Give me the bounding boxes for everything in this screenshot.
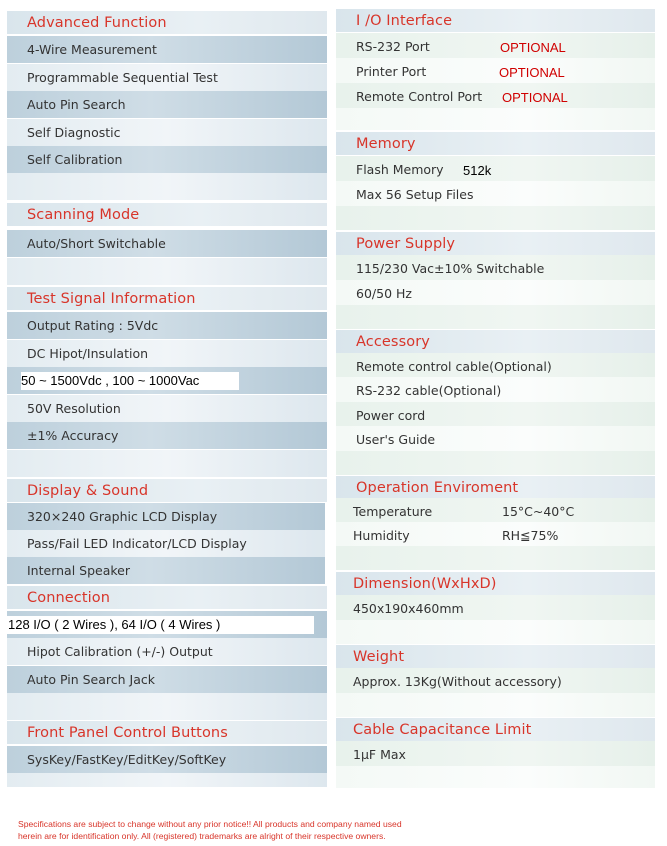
optional-value: OPTIONAL (500, 40, 566, 55)
blank-row (336, 305, 655, 329)
io-label: Printer Port (356, 64, 427, 79)
disclaimer-line-2: herein are for identification only. All (registered) trademarks are alright of their respective owners. (18, 831, 386, 841)
env-label: Temperature (353, 504, 433, 519)
list-item: User's Guide (336, 426, 655, 453)
list-item (336, 498, 655, 525)
disclaimer-footer (18, 818, 538, 842)
section-header-memory: Memory (336, 131, 655, 155)
list-item: 60/50 Hz (336, 280, 655, 307)
section-header-test-signal: Test Signal Information (7, 286, 327, 310)
section-header-front-panel: Front Panel Control Buttons (7, 720, 327, 744)
section-header-io-interface: I /O Interface (336, 8, 655, 32)
optional-value: OPTIONAL (499, 65, 565, 80)
list-item: Hipot Calibration (+/-) Output (7, 638, 327, 665)
list-item: Power cord (336, 402, 655, 429)
optional-value: OPTIONAL (502, 90, 568, 105)
io-label: RS-232 Port (356, 39, 430, 54)
list-item (7, 611, 327, 638)
section-header-cable-capacitance: Cable Capacitance Limit (336, 717, 655, 741)
list-item: ±1% Accuracy (7, 422, 327, 449)
blank-row (336, 108, 655, 130)
env-value: 15°C~40°C (502, 504, 575, 519)
list-item: Output Rating : 5Vdc (7, 312, 327, 339)
list-item: Pass/Fail LED Indicator/LCD Display (7, 530, 325, 557)
list-item (336, 522, 655, 549)
list-item: Max 56 Setup Files (336, 181, 655, 208)
list-item: 320×240 Graphic LCD Display (7, 503, 325, 530)
blank-row (336, 693, 655, 717)
blank-row (7, 173, 327, 200)
section-header-accessory: Accessory (336, 329, 655, 353)
list-item: Auto Pin Search (7, 91, 327, 118)
list-item: SysKey/FastKey/EditKey/SoftKey (7, 746, 327, 773)
list-item: Programmable Sequential Test (7, 64, 327, 91)
list-item (336, 33, 655, 60)
env-label: Humidity (353, 528, 410, 543)
section-header-dimension: Dimension(WxHxD) (336, 571, 655, 595)
list-item: Internal Speaker (7, 557, 325, 584)
list-item: Self Diagnostic (7, 119, 327, 146)
list-item: 4-Wire Measurement (7, 36, 327, 63)
section-header-operation-environment: Operation Enviroment (336, 475, 655, 499)
list-item: 115/230 Vac±10% Switchable (336, 255, 655, 282)
section-header-advanced-function: Advanced Function (7, 10, 327, 34)
blank-row (336, 206, 655, 230)
list-item: Auto Pin Search Jack (7, 666, 327, 693)
disclaimer-line-1: Specifications are subject to change without any prior notice!! All products and company named used (18, 819, 402, 829)
blank-row (7, 693, 327, 720)
section-header-power-supply: Power Supply (336, 231, 655, 255)
list-item: 1μF Max (336, 741, 655, 768)
list-item: Auto/Short Switchable (7, 230, 327, 257)
blank-row (336, 620, 655, 644)
list-item (7, 367, 327, 394)
blank-row (336, 451, 655, 475)
env-value: RH≦75% (502, 528, 559, 543)
list-item: 50V Resolution (7, 395, 327, 422)
list-item: Approx. 13Kg(Without accessory) (336, 668, 655, 695)
io-label: Remote Control Port (356, 89, 483, 104)
io-count-text: 128 I/O ( 2 Wires ), 64 I/O ( 4 Wires ) (7, 616, 314, 634)
list-item: Self Calibration (7, 146, 327, 173)
memory-label: Flash Memory (356, 162, 444, 177)
memory-value: 512k (463, 163, 492, 178)
voltage-range-text: 50 ~ 1500Vdc , 100 ~ 1000Vac (21, 372, 239, 390)
list-item (336, 156, 655, 183)
blank-row (7, 450, 327, 477)
section-header-weight: Weight (336, 644, 655, 668)
blank-row (336, 766, 655, 788)
section-header-connection: Connection (7, 585, 327, 609)
section-header-scanning-mode: Scanning Mode (7, 202, 327, 226)
list-item: 450x190x460mm (336, 595, 655, 622)
list-item: RS-232 cable(Optional) (336, 377, 655, 404)
list-item (336, 58, 655, 85)
section-header-display-sound: Display & Sound (7, 478, 327, 502)
list-item: Remote control cable(Optional) (336, 353, 655, 380)
blank-row (7, 773, 327, 787)
list-item (336, 83, 655, 110)
blank-row (336, 546, 655, 570)
blank-row (7, 258, 327, 285)
list-item: DC Hipot/Insulation (7, 340, 327, 367)
